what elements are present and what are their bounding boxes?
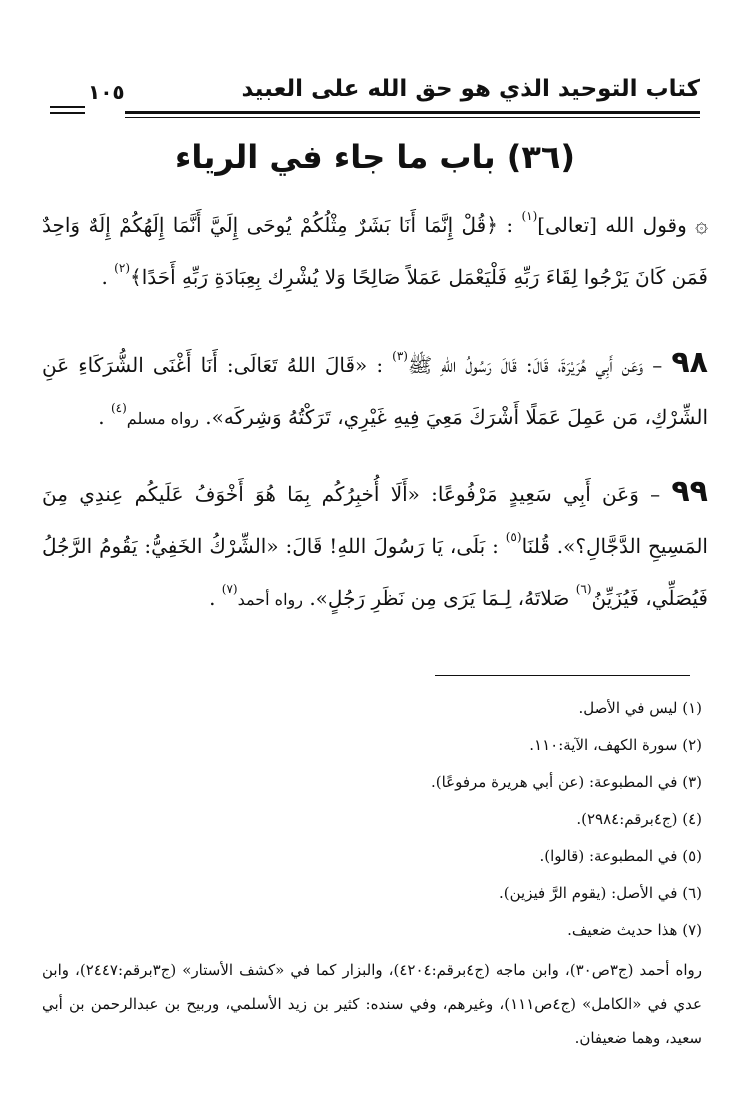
- footnote-ref-1[interactable]: (١): [521, 209, 538, 223]
- footnote-separator: [435, 675, 690, 676]
- footnote-1: (١) ليس في الأصل.: [578, 699, 702, 717]
- quran-verse: : ﴿قُلْ إِنَّمَا أَنَا بَشَرٌ مِثْلُكُمْ يُوحَى إِلَيَّ أَنَّمَا إِلَهُكُمْ إِلَهٌ وَاحِدٌ فَمَن كَانَ يَرْجُوا لِقَاءَ رَبِّهِ فَلْيَعْمَل عَمَلاً صَالِحًا وَلا يُشْرِك بِعِبَادَةِ رَبِّهِ أَحَدًا﴾: [42, 213, 708, 289]
- chapter-title: (٣٦) باب ما جاء في الرياء: [174, 138, 576, 176]
- hadith-number: ٩٩: [671, 474, 708, 509]
- hadith-end: .: [98, 405, 111, 429]
- hadith-99: [42, 470, 708, 621]
- hadith-text: – وَعَن أَبِي سَعِيدٍ مَرْفُوعًا: «أَلَا أُخبِرُكُم بِمَا هُوَ أَخْوَفُ عَلَيكُم عِندِي مِنَ المَسِيحِ الدَّجَّالِ؟». قُلنَا: [42, 482, 708, 558]
- footnote-6: (٦) في الأصل: (يقوم الرَّ فيزين).: [498, 884, 702, 902]
- footnote-ref-5[interactable]: (٥): [505, 530, 522, 544]
- hadith-end: .: [209, 586, 222, 610]
- star-ornament-icon: ۞: [695, 213, 709, 238]
- footnote-7: (٧) هذا حديث ضعيف.: [567, 921, 702, 939]
- hadith-number: ٩٨: [671, 345, 708, 380]
- paragraph-end: .: [101, 265, 115, 289]
- footnote-3: (٣) في المطبوعة: (عن أبي هريرة مرفوعًا).: [430, 773, 702, 791]
- header-rule: [125, 117, 700, 118]
- footnote-ref-3[interactable]: (٣): [392, 349, 408, 363]
- footnote-ref-4[interactable]: (٤): [110, 401, 127, 415]
- header-rule: [125, 111, 700, 114]
- footnote-ref-2[interactable]: (٢): [114, 261, 130, 275]
- hadith-text: – وَعَن أَبِي هُرَيْرَةَ، قَالَ: قَالَ رَسُولُ اللهِ ﷺ: [407, 353, 672, 377]
- paragraph-intro: وقول الله [تعالى]: [537, 213, 696, 237]
- book-title: كتاب التوحيد الذي هو حق الله على العبيد: [241, 76, 700, 102]
- footnote-5: (٥) في المطبوعة: (قالوا).: [539, 847, 702, 865]
- quran-paragraph: [42, 195, 708, 299]
- running-header: [40, 76, 700, 126]
- hadith-text: : «قَالَ اللهُ تَعَالَى: أَنَا أَغْنَى الشُّرَكَاءِ عَنِ الشِّرْكِ، مَن عَمِلَ عَمَلًا أَشْرَكَ مَعِيَ فِيهِ غَيْرِي، تَرَكْتُهُ وَشِركَه».: [42, 353, 708, 429]
- footnotes: [42, 690, 702, 1055]
- hadith-text: : بَلَى، يَا رَسُولَ اللهِ! قَالَ: «الشِّرْكُ الخَفِيُّ: يَقُومُ الرَّجُلُ فَيُصَلِّي، فَيُزَيِّنُ: [42, 534, 708, 610]
- footnote-ref-7[interactable]: (٧): [221, 582, 238, 596]
- hadith-source: رواه مسلم: [126, 409, 199, 428]
- page-number: ١٠٥: [88, 80, 125, 104]
- footnote-2: (٢) سورة الكهف، الآية:١١٠.: [529, 736, 702, 754]
- page-number-rule: [50, 112, 85, 114]
- hadith-98: [42, 335, 708, 440]
- footnote-4: (٤) (ج٤برقم:٢٩٨٤).: [576, 810, 702, 828]
- hadith-text: صَلاتَهُ، لِـمَا يَرَى مِن نَظَرِ رَجُلٍ».: [302, 586, 576, 610]
- page-number-rule: [50, 106, 85, 108]
- footnote-7-details: رواه أحمد (ج٣ص٣٠)، وابن ماجه (ج٤برقم:٤٢٠٤)، والبزار كما في «كشف الأستار» (ج٣برقم:٢٤٤٧)، وابن عدي في «الكامل» (ج٤ص١١١)، وغيرهم، وفي سنده: كثير بن زيد الأسلمي، وربيح بن عبدالرحمن بن أبي سعيد، وهما ضعيفان.: [42, 961, 702, 1047]
- footnote-ref-6[interactable]: (٦): [575, 582, 592, 596]
- hadith-source: رواه أحمد: [237, 590, 303, 609]
